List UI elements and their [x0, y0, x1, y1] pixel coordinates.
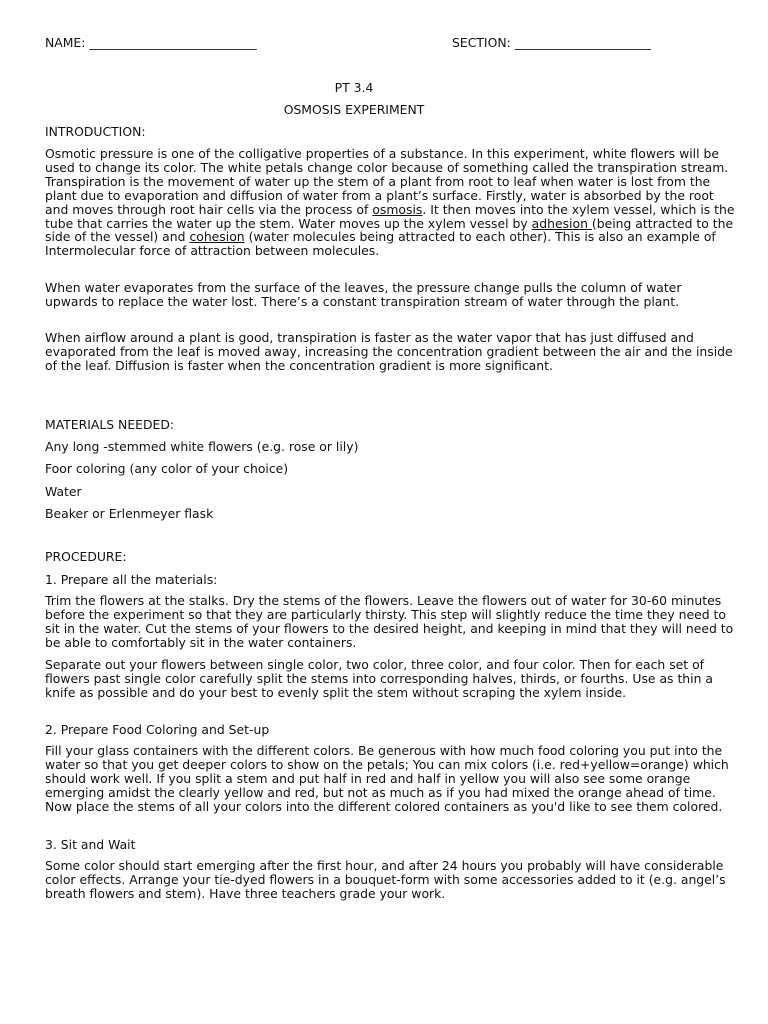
- materials-item: Beaker or Erlenmeyer flask: [45, 506, 214, 521]
- section-field-label: SECTION: ______________________: [452, 35, 652, 50]
- procedure-step-3: 3. Sit and Wait: [45, 837, 136, 852]
- name-field-label: NAME: ___________________________: [45, 35, 257, 50]
- procedure-step-2: 2. Prepare Food Coloring and Set-up: [45, 722, 270, 737]
- procedure-heading: PROCEDURE:: [45, 549, 127, 564]
- procedure-step-3-paragraph: Some color should start emerging after the first hour, and after 24 hours you probably will have considerable color effects. Arrange your tie-dyed flowers in a bouquet-form with some accessories added to it (e.g. angel’s breath flowers and stem). Have three teachers grade your work.: [45, 858, 726, 901]
- materials-item: Water: [45, 484, 82, 499]
- document-code: PT 3.4: [334, 80, 374, 95]
- procedure-step-1: 1. Prepare all the materials:: [45, 572, 218, 587]
- materials-item: Foor coloring (any color of your choice): [45, 461, 289, 476]
- introduction-paragraph-2: When water evaporates from the surface of the leaves, the pressure change pulls the column of water upwards to replace the water lost. There’s a constant transpiration stream of water through the plant.: [45, 280, 682, 309]
- intro-text-d: (water molecules being attracted to each other). This is also an example of Intermolecular force of attraction between molecules.: [45, 229, 716, 259]
- term-osmosis: osmosis: [372, 201, 423, 217]
- intro-text-c: (being attracted to the side of the vessel) and: [45, 215, 734, 245]
- materials-item: Any long -stemmed white flowers (e.g. rose or lily): [45, 439, 359, 454]
- term-adhesion: adhesion: [531, 215, 592, 231]
- intro-text-a: Osmotic pressure is one of the colligative properties of a substance. In this experiment, white flowers will be used to change its color. The white petals change color because of something called the transpiration stream. Transpiration is the movement of water up the stem of a plant from root to leaf when water is lost from the plant due to evaporation and diffusion of water from a plant’s surface. Firstly, water is absorbed by the root and moves through root hair cells via the process of: [45, 146, 729, 217]
- procedure-step-1-paragraph-1: Trim the flowers at the stalks. Dry the stems of the flowers. Leave the flowers out of water for 30-60 minutes before the experiment so that they are particularly thirsty. This step will slightly reduce the time they need to sit in the water. Cut the stems of your flowers to the desired height, and keeping in mind that they will need to be able to comfortably sit in the water containers.: [45, 593, 734, 650]
- procedure-step-2-paragraph: Fill your glass containers with the different colors. Be generous with how much food coloring you put into the water so that you get deeper colors to show on the petals; You can mix colors (i.e. red+yellow=orange) which should work well. If you split a stem and put half in red and half in yellow you will also see some orange emerging amidst the clearly yellow and red, but not as much as if you had mixed the orange ahead of time. Now place the stems of all your colors into the different colored containers as you'd like to see them colored.: [45, 743, 729, 814]
- introduction-paragraph-3: When airflow around a plant is good, transpiration is faster as the water vapor that has just diffused and evaporated from the leaf is moved away, increasing the concentration gradient between the air and the inside of the leaf. Diffusion is faster when the concentration gradient is more significant.: [45, 330, 733, 373]
- introduction-paragraph-1: [45, 147, 735, 258]
- intro-text-b: . It then moves into the xylem vessel, which is the tube that carries the water up the stem. Water moves up the xylem vessel by: [45, 201, 735, 231]
- materials-heading: MATERIALS NEEDED:: [45, 417, 175, 432]
- introduction-heading: INTRODUCTION:: [45, 124, 146, 139]
- term-cohesion: cohesion: [189, 229, 245, 245]
- document-title: OSMOSIS EXPERIMENT: [283, 102, 425, 117]
- procedure-step-1-paragraph-2: Separate out your flowers between single color, two color, three color, and four color. Then for each set of flowers past single color carefully split the stems into corresponding halves, thirds, or fourths. Use as thin a knife as possible and do your best to evenly split the stem without scraping the xylem inside.: [45, 657, 713, 700]
